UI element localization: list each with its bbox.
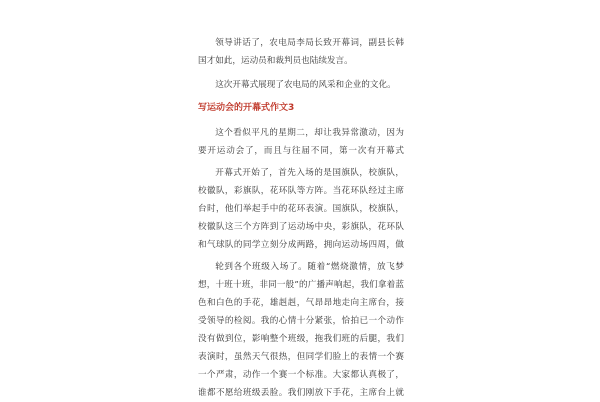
paragraph: 领导讲话了，农电局李局长致开幕词，副县长韩国才如此，运动员和裁判员也陆续发言。 xyxy=(198,38,404,66)
section-heading: 写运动会的开幕式作文3 xyxy=(198,103,295,113)
document-body xyxy=(198,34,404,402)
paragraph: 开幕式开始了，首先入场的是国旗队，校旗队，校徽队，彩旗队，花环队等方阵。当花环队经过主席台时，他们举起手中的花环表演。国旗队，校旗队，校徽队这三个方阵到了运动场中央，彩旗队，花环队和气球队的同学立刻分成两路，拥向运动场四周，做 xyxy=(198,168,404,250)
paragraph: 这次开幕式展现了农电局的风采和企业的文化。 xyxy=(215,80,396,90)
paragraph: 这个看似平凡的星期二，却让我异常激动，因为要开运动会了，而且与往届不同，第一次有开幕式 xyxy=(198,128,404,156)
paragraph: 轮到各个班级入场了。随着“燃烧激情，放飞梦想，十班十班，非同一般”的广播声响起，我们拿着蓝色和白色的手花，雄赳赳，气昂昂地走向主席台，接受领导的检阅。我的心情十分紧张，恰拍已一个动作没有做到位，影响整个班级，拖我们班的后腿，我们表演时，虽然天气很热，但同学们脸上的表情一个赛一个严肃，动作一个赛一个标准。大家都认真极了，谁都不愿给班级丢脸。我们刚放下手花，主席台上就 xyxy=(198,262,404,398)
